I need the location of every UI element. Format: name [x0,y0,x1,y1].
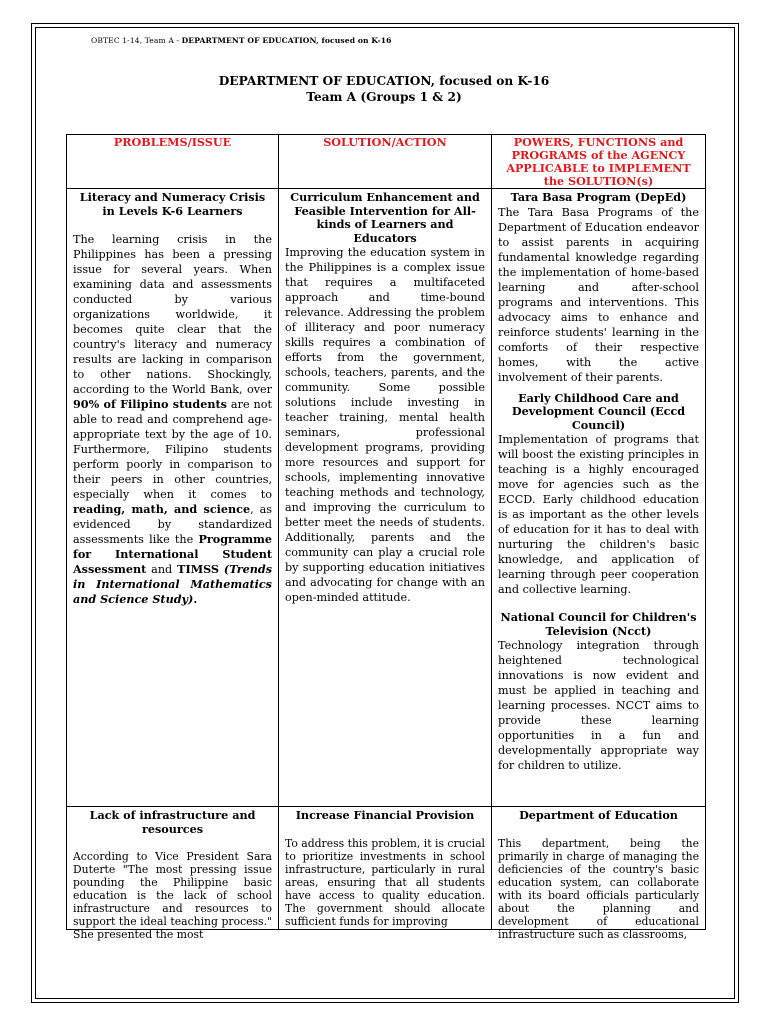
column-header-powers: POWERS, FUNCTIONS and PROGRAMS of the AGENCY APPLICABLE to IMPLEMENT the SOLUTION(s) [492,135,706,189]
solution-text: Improving the education system in the Philippines is a complex issue that requires a multifaceted approach and time-bound relevance. Addressing the problem of illiteracy and poor numeracy skills requires a combination of efforts from the government, schools, teachers, parents, and the community. Some possible solutions include investing in teacher training, mental health seminars, professional development programs, providing more resources and support for schools, implementing innovative teaching methods and technology, and improving the curriculum to better meet the needs of students. Additionally, parents and the community can play a crucial role by supporting education initiatives and advocating for change with an open-minded attitude. [285,246,485,604]
agency-text-eccd: Implementation of programs that will boost the existing principles in teaching is a highly encouraged move for agencies such as the ECCD. Early childhood education is as important as the other levels of education for it has to deal with nurturing the children's basic knowledge, and application of learning through peer cooperation and collective learning. [498,433,699,596]
problem-cell [67,807,279,941]
table-header-row [67,135,706,189]
problem-heading: Lack of infrastructure and resources [89,808,256,836]
agency-cell [492,807,706,941]
title-line-2: Team A (Groups 1 & 2) [306,90,462,104]
agency-text-tara-basa: The Tara Basa Programs of the Department of Education endeavor to assist parents in acquiring fundamental knowledge regarding the implementation of home-based learning and after-school programs and interventions. This advocacy aims to enhance and reinforce students' learning in the comforts of their respective homes, with the active involvement of their parents. [498,205,699,384]
agency-cell [492,189,706,807]
solution-heading: Increase Financial Provision [295,808,475,822]
solution-cell [279,189,492,807]
document-title [0,73,768,105]
agency-heading-tara-basa: Tara Basa Program (DepEd) [510,190,687,204]
problem-heading: Literacy and Numeracy Crisis in Levels K-6 Learners [79,190,266,218]
running-header-bold: DEPARTMENT OF EDUCATION, focused on K-16 [181,36,392,45]
title-line-1: DEPARTMENT OF EDUCATION, focused on K-16 [218,74,550,88]
column-header-problems: PROBLEMS/ISSUE [67,135,279,189]
running-header-prefix: OBTEC 1-14, Team A - [91,36,182,45]
agency-text-deped: This department, being the primarily in charge of managing the deficiencies of the country's basic education system, can collaborate with its board officials particularly about the planning and development of educational infrastructure such as classrooms, [498,836,699,941]
solution-cell [279,807,492,930]
problem-cell [67,189,279,807]
problem-text: The learning crisis in the Philippines has been a pressing issue for several years. When examining data and assessments conducted by various organizations worldwide, it becomes quite clear that the country's literacy and numeracy results are lacking in comparison to other nations. Shockingly, according to the World Bank, over 90% of Filipino students are not able to read and comprehend age-appropriate text by the age of 10. Furthermore, Filipino students perform poorly in comparison to their peers in other countries, especially when it comes to reading, math, and science, as evidenced by standardized assessments like the Programme for International Student Assessment and TIMSS (Trends in International Mathematics and Science Study). [73,233,272,606]
agency-heading-ncct: National Council for Children's Television (Ncct) [500,610,697,638]
issues-table [66,134,706,941]
solution-heading: Curriculum Enhancement and Feasible Intervention for All-kinds of Learners and Educators [290,190,480,245]
agency-heading-deped: Department of Education [519,808,678,822]
solution-text: To address this problem, it is crucial to prioritize investments in school infrastructure, particularly in rural areas, ensuring that all students have access to quality education. The government should allocate sufficient funds for improving [285,836,485,928]
running-header [91,36,392,45]
agency-heading-eccd: Early Childhood Care and Development Council (Eccd Council) [511,390,686,432]
table-row [67,189,706,807]
column-header-solution: SOLUTION/ACTION [279,135,492,189]
problem-text: According to Vice President Sara Duterte "The most pressing issue pounding the Philippine basic education is the lack of school infrastructure and resources to support the ideal teaching process." She presented the most [73,850,272,941]
table-row [67,807,706,930]
agency-text-ncct: Technology integration through heightened technological innovations is now evident and must be applied in teaching and learning processes. NCCT aims to provide these learning opportunities in a fun and developmentally appropriate way for children to utilize. [498,639,699,772]
